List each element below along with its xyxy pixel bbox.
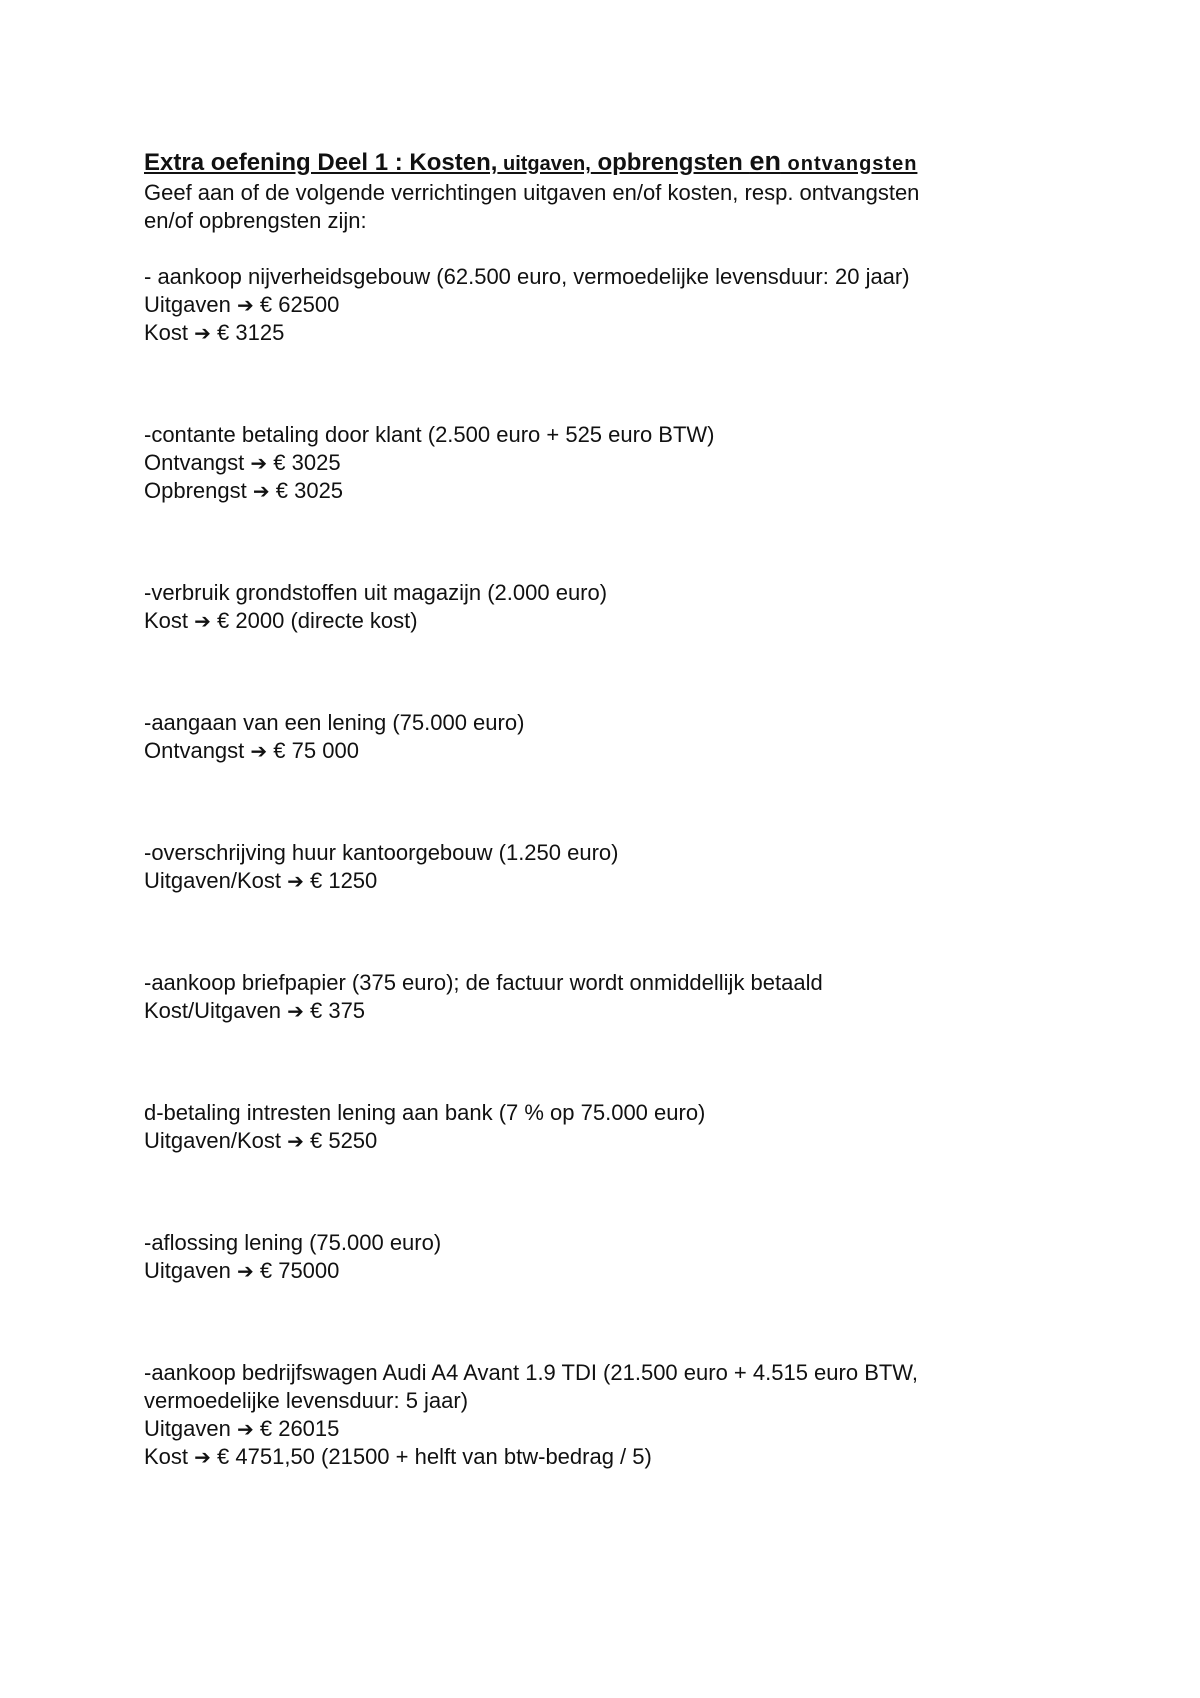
answer-value: € 3025	[275, 478, 344, 503]
answer-label: Ontvangst	[144, 450, 245, 475]
spacer	[144, 635, 1064, 709]
spacer	[144, 1025, 1064, 1099]
answer-value: € 75 000	[273, 738, 359, 763]
title-part-main: Extra oefening Deel 1 : Kosten,	[144, 149, 498, 176]
spacer	[144, 505, 1064, 579]
exercise-answer	[144, 607, 1064, 635]
spacer	[144, 347, 1064, 421]
exercise-item	[144, 1229, 1064, 1285]
answer-value: € 3125	[217, 320, 285, 345]
answer-label: Ontvangst	[144, 738, 245, 763]
arrow-icon: ➔	[287, 869, 304, 893]
exercise-description: -verbruik grondstoffen uit magazijn (2.000 euro)	[144, 580, 608, 605]
exercise-answer	[144, 997, 1064, 1025]
answer-value: € 5250	[309, 1128, 378, 1153]
exercise-description: -contante betaling door klant (2.500 euro + 525 euro BTW)	[144, 422, 715, 447]
exercise-answer	[144, 1257, 1064, 1285]
arrow-icon: ➔	[236, 293, 254, 317]
spacer	[144, 235, 1064, 263]
exercise-description: -overschrijving huur kantoorgebouw (1.250 euro)	[144, 840, 619, 865]
answer-value: € 62500	[259, 292, 340, 317]
answer-value: € 1250	[309, 868, 378, 893]
exercise-description: vermoedelijke levensduur: 5 jaar)	[144, 1388, 469, 1413]
answer-label: Kost	[144, 320, 189, 345]
arrow-icon: ➔	[287, 999, 304, 1023]
exercise-description: -aankoop bedrijfswagen Audi A4 Avant 1.9 TDI (21.500 euro + 4.515 euro BTW,	[144, 1360, 918, 1385]
answer-label: Uitgaven	[144, 1416, 231, 1441]
spacer	[144, 895, 1064, 969]
arrow-icon: ➔	[194, 321, 211, 345]
intro-line-1: Geef aan of de volgende verrichtingen uitgaven en/of kosten, resp. ontvangsten	[144, 180, 920, 205]
arrow-icon: ➔	[287, 1129, 304, 1153]
answer-value: € 4751,50 (21500 + helft van btw-bedrag / 5)	[217, 1444, 652, 1469]
exercise-list	[144, 263, 1064, 1471]
answer-value: € 26015	[259, 1416, 340, 1441]
exercise-answer	[144, 291, 1064, 319]
answer-label: Kost/Uitgaven	[144, 998, 281, 1023]
exercise-description: -aflossing lening (75.000 euro)	[144, 1230, 442, 1255]
exercise-item	[144, 1099, 1064, 1155]
arrow-icon: ➔	[236, 1259, 254, 1283]
exercise-description: -aangaan van een lening (75.000 euro)	[144, 710, 525, 735]
answer-label: Uitgaven	[144, 292, 231, 317]
answer-label: Kost	[144, 1444, 189, 1469]
exercise-item	[144, 969, 1064, 1025]
exercise-answer	[144, 737, 1064, 765]
exercise-item	[144, 579, 1064, 635]
document-title	[144, 146, 1064, 179]
exercise-description: d-betaling intresten lening aan bank (7 % op 75.000 euro)	[144, 1100, 706, 1125]
answer-label: Uitgaven/Kost	[144, 1128, 281, 1153]
intro-line-2: en/of opbrengsten zijn:	[144, 208, 367, 233]
exercise-answer	[144, 477, 1064, 505]
answer-value: € 2000 (directe kost)	[217, 608, 418, 633]
exercise-answer	[144, 1443, 1064, 1471]
exercise-answer	[144, 1127, 1064, 1155]
exercise-item	[144, 263, 1064, 347]
title-part-ontvangsten: ontvangsten	[780, 153, 918, 175]
exercise-answer	[144, 319, 1064, 347]
arrow-icon: ➔	[250, 451, 268, 475]
title-part-uitgaven: uitgaven,	[497, 153, 591, 175]
spacer	[144, 1155, 1064, 1229]
arrow-icon: ➔	[194, 609, 211, 633]
arrow-icon: ➔	[236, 1417, 254, 1441]
exercise-item	[144, 709, 1064, 765]
answer-label: Uitgaven	[144, 1258, 231, 1283]
exercise-answer	[144, 867, 1064, 895]
exercise-answer	[144, 1415, 1064, 1443]
title-part-en: en	[749, 146, 781, 176]
answer-value: € 75000	[259, 1258, 340, 1283]
exercise-item	[144, 1359, 1064, 1471]
exercise-item	[144, 421, 1064, 505]
exercise-description: -aankoop briefpapier (375 euro); de factuur wordt onmiddellijk betaald	[144, 970, 823, 995]
exercise-item	[144, 839, 1064, 895]
document-page	[144, 146, 1064, 1471]
arrow-icon: ➔	[194, 1445, 211, 1469]
answer-value: € 375	[309, 998, 366, 1023]
exercise-description: - aankoop nijverheidsgebouw (62.500 euro, vermoedelijke levensduur: 20 jaar)	[144, 264, 910, 289]
answer-value: € 3025	[273, 450, 341, 475]
arrow-icon: ➔	[250, 739, 268, 763]
exercise-answer	[144, 449, 1064, 477]
title-part-opbrengsten: opbrengsten	[590, 149, 750, 176]
answer-label: Opbrengst	[144, 478, 247, 503]
answer-label: Kost	[144, 608, 189, 633]
spacer	[144, 765, 1064, 839]
spacer	[144, 1285, 1064, 1359]
arrow-icon: ➔	[252, 479, 270, 503]
answer-label: Uitgaven/Kost	[144, 868, 281, 893]
